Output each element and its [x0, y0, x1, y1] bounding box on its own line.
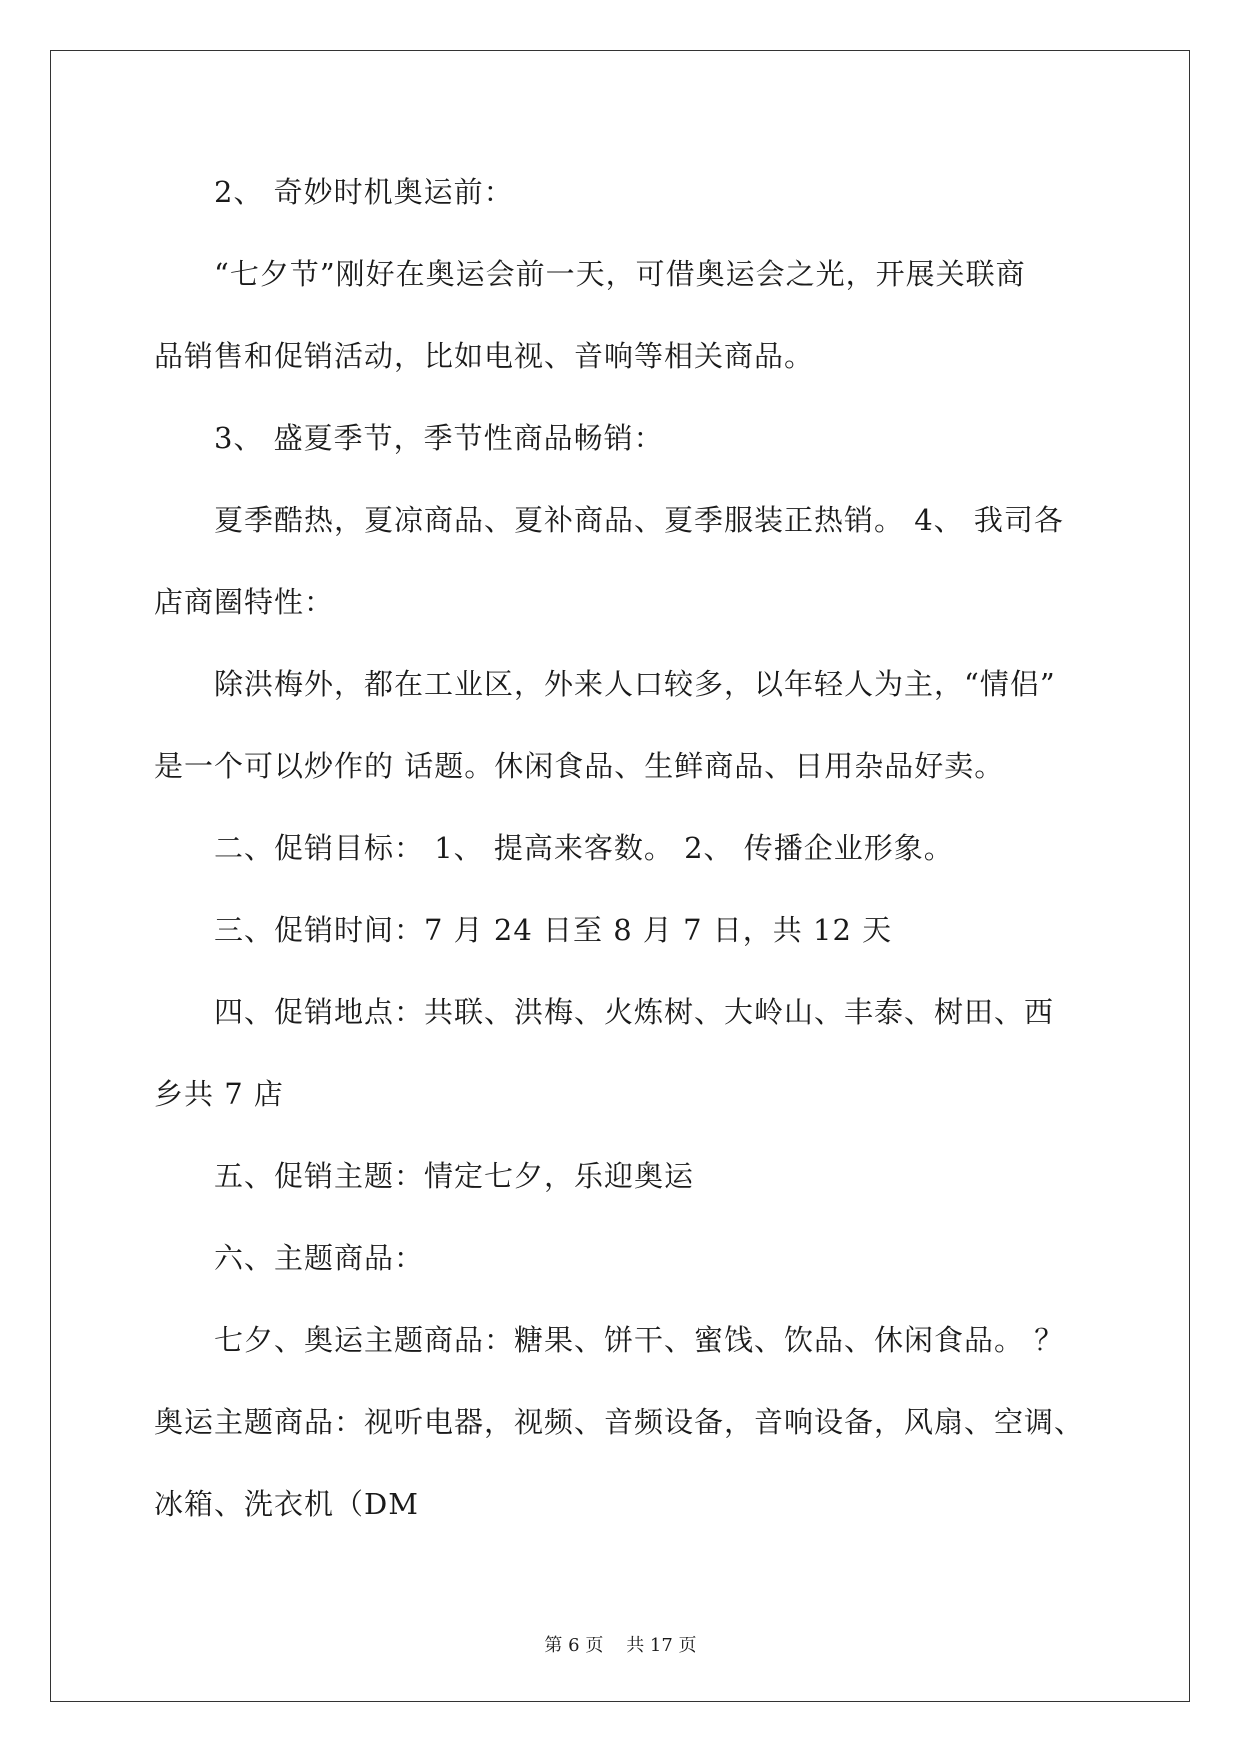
- text-line: 四、促销地点：共联、洪梅、火炼树、大岭山、丰泰、树田、西: [214, 995, 1055, 1029]
- text-line: 乡共 7 店: [154, 1077, 284, 1111]
- text-line: 品销售和促销活动，比如电视、音响等相关商品。: [154, 339, 815, 373]
- text-line: 店商圈特性：: [154, 585, 335, 619]
- text-line: 2、 奇妙时机奥运前：: [214, 175, 514, 209]
- text-line: 除洪梅外，都在工业区，外来人口较多，以年轻人为主，“情侣”: [214, 667, 1056, 701]
- text-line: 3、 盛夏季节，季节性商品畅销：: [214, 421, 664, 455]
- text-line: 五、促销主题：情定七夕，乐迎奥运: [214, 1159, 695, 1193]
- text-line: 夏季酷热，夏凉商品、夏补商品、夏季服装正热销。 4、 我司各: [214, 503, 1064, 537]
- text-line: 二、促销目标： 1、 提高来客数。 2、 传播企业形象。: [214, 831, 954, 865]
- page-number-footer: 第 6 页 共 17 页: [544, 1635, 697, 1656]
- text-line: 六、主题商品：: [214, 1241, 425, 1275]
- text-line: 七夕、奥运主题商品：糖果、饼干、蜜饯、饮品、休闲食品。 ？: [214, 1323, 1065, 1357]
- text-line: 三、促销时间：7 月 24 日至 8 月 7 日，共 12 天: [214, 913, 893, 947]
- text-line: “七夕节”刚好在奥运会前一天，可借奥运会之光，开展关联商: [214, 257, 1026, 291]
- text-line: 是一个可以炒作的 话题。休闲食品、生鲜商品、日用杂品好卖。: [154, 749, 1005, 783]
- page-border: [50, 50, 1190, 1702]
- text-line: 冰箱、洗衣机（DM: [154, 1487, 419, 1521]
- text-line: 奥运主题商品：视听电器，视频、音频设备，音响设备，风扇、空调、: [154, 1405, 1085, 1439]
